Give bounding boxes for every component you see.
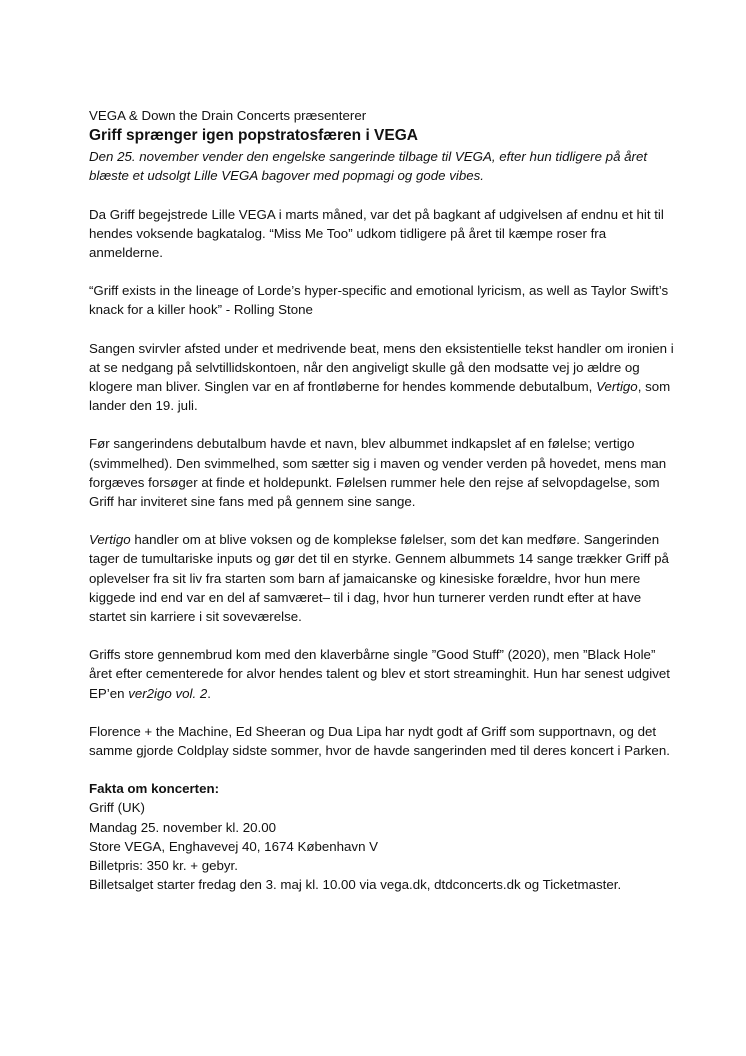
paragraph-6	[89, 645, 679, 703]
facts-section	[89, 779, 679, 894]
paragraph-6-tail: .	[207, 685, 211, 701]
paragraph-3-text: Sangen svirvler afsted under et medrivende beat, mens den eksistentielle tekst handler om ironien i at se nedgang på selvtillidskontoen, når den angiveligt skulle gå den modsatte vej jo ældre og klogere man bliver. Singlen var en af frontløberne for hendes kommende debutalbum,	[89, 340, 674, 395]
paragraph-7: Florence + the Machine, Ed Sheeran og Dua Lipa har nydt godt af Griff som supportnavn, og det samme gjorde Coldplay sidste sommer, hvor de havde sangerinden med til deres koncert i Parken.	[89, 723, 670, 759]
ep-title: ver2igo vol. 2	[128, 685, 208, 701]
paragraph-4: Før sangerindens debutalbum havde et navn, blev albummet indkapslet af en følelse; vertigo (svimmelhed). Den svimmelhed, som sætter sig i maven og vender verden på hovedet, mens man forgæves forsøger at finde et holdepunkt. Følelsen rummer hele den rejse af selvopdagelse, som Griff har inviteret sine fans med på gennem sine sange.	[89, 436, 667, 510]
facts-line-venue: Store VEGA, Enghavevej 40, 1674 København V	[89, 838, 379, 854]
facts-line-sale: Billetsalget starter fredag den 3. maj kl. 10.00 via vega.dk, dtdconcerts.dk og Ticketmaster.	[89, 877, 622, 893]
press-release	[89, 106, 679, 895]
quote-paragraph: “Griff exists in the lineage of Lorde’s hyper-specific and emotional lyricism, as well as Taylor Swift’s knack for a killer hook” - Rolling Stone	[89, 283, 669, 318]
presenter-line: VEGA & Down the Drain Concerts præsenterer	[89, 108, 367, 123]
facts-line-artist: Griff (UK)	[89, 800, 145, 816]
paragraph-5	[89, 530, 679, 626]
facts-line-date: Mandag 25. november kl. 20.00	[89, 819, 277, 835]
paragraph-5-text: handler om at blive voksen og de komplekse følelser, som det kan medføre. Sangerinden tager de tumultariske inputs og gør det til en styrke. Gennem albummets 14 sange trækker Griff på oplevelser fra sit liv fra starten som barn af jamaicanske og kinesiske forældre, hvor hun mere kiggede ind end var en del af samværet– til i dag, hvor hun turnerer verden rundt efter at have startet sin karriere i sit soveværelse.	[89, 532, 669, 625]
album-title: Vertigo	[89, 532, 131, 548]
facts-line-price: Billetpris: 350 kr. + gebyr.	[89, 858, 238, 874]
paragraph-3-tail: , som lander den 19. juli.	[89, 379, 671, 414]
facts-title: Fakta om koncerten:	[89, 781, 220, 797]
headline: Griff sprænger igen popstratosfæren i VEGA	[89, 127, 418, 145]
paragraph-3	[89, 339, 679, 416]
paragraph-1: Da Griff begejstrede Lille VEGA i marts måned, var det på bagkant af udgivelsen af endnu et hit til hendes voksende bagkatalog. “Miss Me Too” udkom tidligere på året til kæmpe roser fra anmelderne.	[89, 206, 664, 261]
album-title: Vertigo	[596, 379, 638, 395]
paragraph-6-text: Griffs store gennembrud kom med den klaverbårne single ”Good Stuff” (2020), men ”Black Hole” året efter cementerede for alvor hendes talent og blev et stort streaminghit. Hun har senest udgivet EP’en	[89, 647, 670, 701]
lead-paragraph: Den 25. november vender den engelske sangerinde tilbage til VEGA, efter hun tidligere på året blæste et udsolgt Lille VEGA bagover med popmagi og gode vibes.	[89, 149, 648, 184]
